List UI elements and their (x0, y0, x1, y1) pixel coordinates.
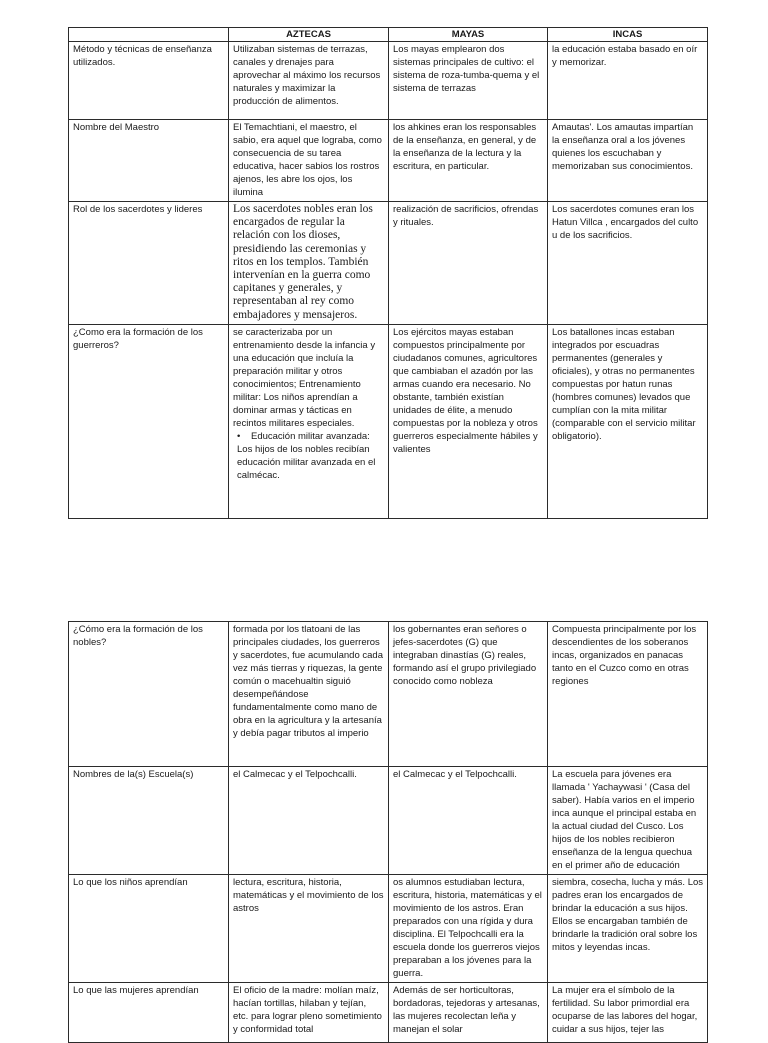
table-row (69, 120, 708, 202)
cell-mayas: realización de sacrificios, ofrendas y rituales. (389, 202, 548, 325)
cell-incas: La mujer era el símbolo de la fertilidad. Su labor primordial era ocuparse de las labores del hogar, cuidar a sus hijos, tejer las (548, 983, 708, 1043)
bullet-item: • Educación militar avanzada: Los hijos de los nobles recibían educación militar avanzada en el calmécac. (233, 430, 384, 482)
cell-incas: Los sacerdotes comunes eran los Hatun Villca , encargados del culto u de los sacrificios. (548, 202, 708, 325)
cell-mayas: os alumnos estudiaban lectura, escritura, historia, matemáticas y el movimiento de los astros. Eran preparados con una rígida y dura disciplina. El Telpochcalli era la escuela donde los guerreros viejos preparaban a los jóvenes para la guerra. (389, 875, 548, 983)
row-label: Lo que los niños aprendían (69, 875, 229, 983)
cell-aztecas: El Temachtiani, el maestro, el sabio, era aquel que lograba, como consecuencia de su tarea educativa, hacer sabios los rostros ajenos, les abre los ojos, los ilumina (229, 120, 389, 202)
cell-aztecas-text: se caracterizaba por un entrenamiento desde la infancia y una educación que incluía la preparación militar y otros conocimientos; Entrenamiento militar: Los niños aprendían a dominar armas y tácticas en recintos militares especiales. (233, 326, 376, 429)
cell-aztecas: el Calmecac y el Telpochcalli. (229, 767, 389, 875)
cell-mayas: Además de ser horticultoras, bordadoras, tejedoras y artesanas, las mujeres recolectan leña y manejan el solar (389, 983, 548, 1043)
comparison-table-1 (68, 27, 708, 519)
cell-incas: Amautas'. Los amautas impartían la enseñanza oral a los jóvenes quienes los escuchaban y memorizaban sus conocimientos. (548, 120, 708, 202)
cell-incas: la educación estaba basado en oír y memorizar. (548, 42, 708, 120)
row-label: Nombre del Maestro (69, 120, 229, 202)
row-label: Nombres de la(s) Escuela(s) (69, 767, 229, 875)
cell-mayas: Los mayas emplearon dos sistemas principales de cultivo: el sistema de roza-tumba-quema y el sistema de terrazas (389, 42, 548, 120)
cell-incas: La escuela para jóvenes era llamada ' Yachaywasi ' (Casa del saber). Había varios en el imperio inca aunque el principal estaba en la actual ciudad del Cusco. Los hijos de los nobles recibieron enseñanza de la lengua quechua en el primer año de educación (548, 767, 708, 875)
row-label: ¿Como era la formación de los guerreros? (69, 324, 229, 518)
cell-aztecas: formada por los tlatoani de las principales ciudades, los guerreros y sacerdotes, fue acumulando cada vez más tierras y riquezas, la gente común o macehualtin siguió desempeñándose fundamentalmente como mano de obra en la agricultura y la artesanía y debía pagar tributos al imperio (229, 622, 389, 767)
header-incas: INCAS (548, 28, 708, 42)
cell-aztecas: Los sacerdotes nobles eran los encargados de regular la relación con los dioses, presidiendo las ceremonias y ritos en los templos. También intervenían en la guerra como capitanes y generales, y representaban al rey como embajadores y mensajeros. (229, 202, 389, 325)
cell-incas: Compuesta principalmente por los descendientes de los soberanos incas, organizados en panacas tanto en el Cuzco como en otras regiones (548, 622, 708, 767)
table-row (69, 324, 708, 518)
cell-mayas: Los ejércitos mayas estaban compuestos principalmente por ciudadanos comunes, agricultores que cambiaban el azadón por las armas cuando era necesario. No obstante, también existían unidades de élite, a menudo compuestas por la nobleza y otros guerreros especialmente hábiles y valientes (389, 324, 548, 518)
cell-aztecas: lectura, escritura, historia, matemáticas y el movimiento de los astros (229, 875, 389, 983)
table-row (69, 42, 708, 120)
table-row (69, 202, 708, 325)
table-header-row (69, 28, 708, 42)
cell-mayas: los ahkines eran los responsables de la enseñanza, en general, y de la enseñanza de la lectura y la escritura, en particular. (389, 120, 548, 202)
cell-aztecas (229, 324, 389, 518)
header-mayas: MAYAS (389, 28, 548, 42)
row-label: Rol de los sacerdotes y lideres (69, 202, 229, 325)
cell-incas: siembra, cosecha, lucha y más. Los padres eran los encargados de brindar la educación a sus hijos. Ellos se encargaban también de brindarle la tradición oral sobre los mitos y leyendas incas. (548, 875, 708, 983)
cell-incas: Los batallones incas estaban integrados por escuadras permanentes (generales y oficiales), y otras no permanentes compuestas por hatun runas (hombres comunes) levados que cumplían con la mita militar (comparable con el servicio militar obligatorio). (548, 324, 708, 518)
row-label: Método y técnicas de enseñanza utilizados. (69, 42, 229, 120)
cell-mayas: los gobernantes eran señores o jefes-sacerdotes (G) que integraban dinastías (G) reales, formando así el grupo privilegiado conocido como nobleza (389, 622, 548, 767)
cell-mayas: el Calmecac y el Telpochcalli. (389, 767, 548, 875)
row-label: Lo que las mujeres aprendían (69, 983, 229, 1043)
cell-aztecas: Utilizaban sistemas de terrazas, canales y drenajes para aprovechar al máximo los recursos naturales y maximizar la producción de alimentos. (229, 42, 389, 120)
table-row (69, 983, 708, 1043)
table-row (69, 622, 708, 767)
comparison-table-2 (68, 621, 708, 1043)
table-row (69, 875, 708, 983)
header-aztecas: AZTECAS (229, 28, 389, 42)
row-label: ¿Cómo era la formación de los nobles? (69, 622, 229, 767)
table-row (69, 767, 708, 875)
header-empty (69, 28, 229, 42)
cell-aztecas: El oficio de la madre: molían maíz, hacían tortillas, hilaban y tejían, etc. para lograr pleno sometimiento y conformidad total (229, 983, 389, 1043)
